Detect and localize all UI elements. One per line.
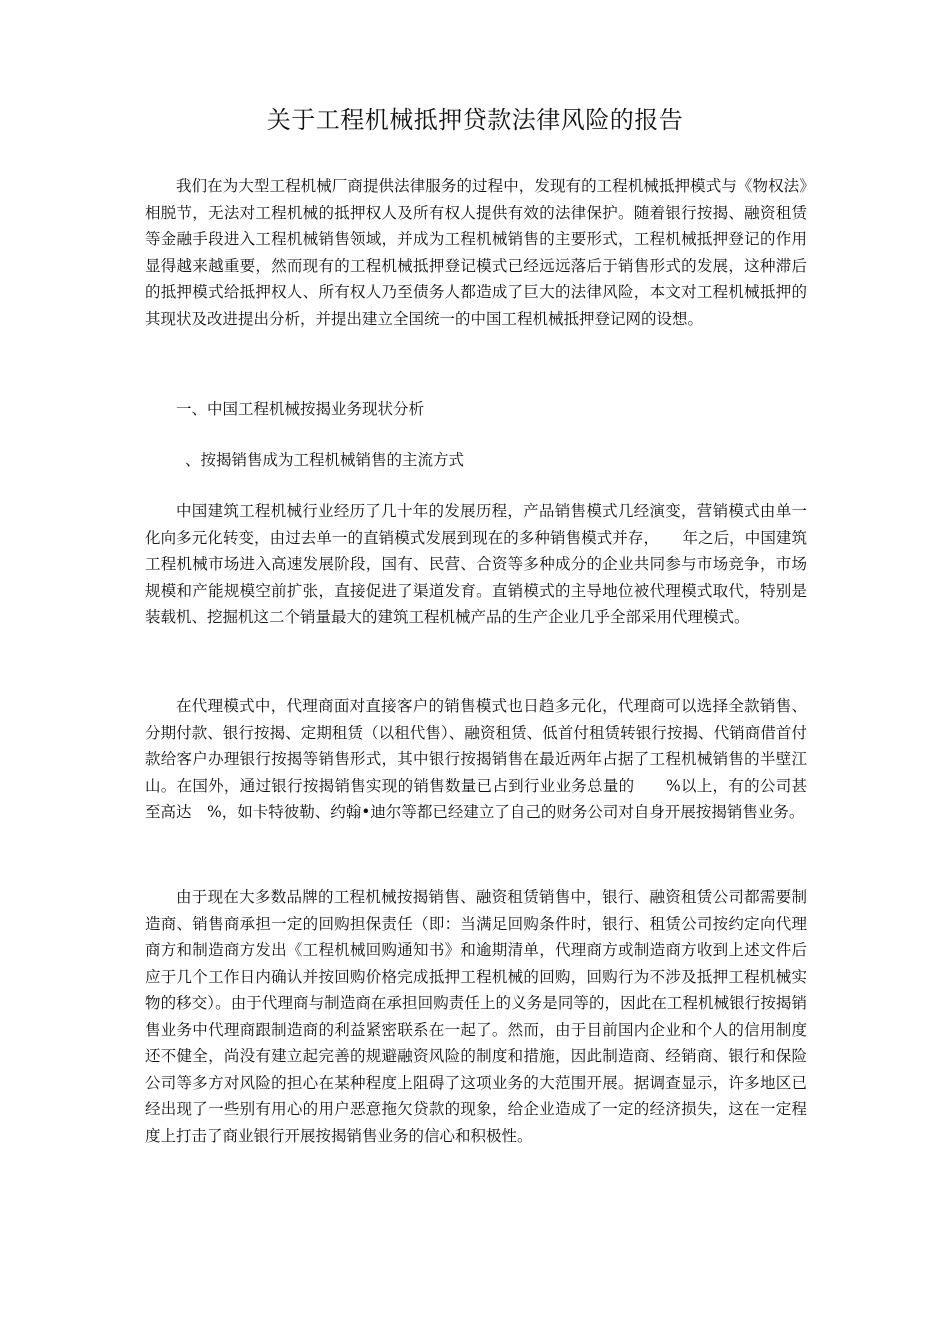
subsection-heading: 、按揭销售成为工程机械销售的主流方式 bbox=[185, 451, 465, 469]
body-paragraph: 中国建筑工程机械行业经历了几十年的发展历程，产品销售模式几经演变，营销模式由单一化向多元化转变，由过去单一的直销模式发展到现在的多种销售模式并存， 年之后，中国建筑工程机械市场进入高速发展阶段，国有、民营、合资等多种成分的企业共同参与市场竞争，市场规模和产能规模空前扩张，直接促进了渠道发育。直销模式的主导地位被代理模式取代，特别是装载机、挖掘机这二个销量最大的建筑工程机械产品的生产企业几乎全部采用代理模式。 bbox=[145, 502, 807, 626]
intro-paragraph: 我们在为大型工程机械厂商提供法律服务的过程中，发现有的工程机械抵押模式与《物权法》相脱节，无法对工程机械的抵押权人及所有权人提供有效的法律保护。随着银行按揭、融资租赁等金融手段进入工程机械销售领域，并成为工程机械销售的主要形式，工程机械抵押登记的作用显得越来越重要，然而现有的工程机械抵押登记模式已经远远落后于销售形式的发展，这种滞后的抵押模式给抵押权人、所有权人乃至债务人都造成了巨大的法律风险，本文对工程机械抵押的其现状及改进提出分析，并提出建立全国统一的中国工程机械抵押登记网的设想。 bbox=[145, 177, 807, 328]
document-title: 关于工程机械抵押贷款法律风险的报告 bbox=[266, 106, 684, 134]
body-paragraph: 由于现在大多数品牌的工程机械按揭销售、融资租赁销售中，银行、融资租赁公司都需要制造商、销售商承担一定的回购担保责任（即：当满足回购条件时，银行、租赁公司按约定向代理商方和制造商方发出《工程机械回购通知书》和逾期清单，代理商方或制造商方收到上述文件后应于几个工作日内确认并按回购价格完成抵押工程机械的回购，回购行为不涉及抵押工程机械实物的移交）。由于代理商与制造商在承担回购责任上的义务是同等的，因此在工程机械银行按揭销售业务中代理商跟制造商的利益紧密联系在一起了。然而，由于目前国内企业和个人的信用制度还不健全，尚没有建立起完善的规避融资风险的制度和措施，因此制造商、经销商、银行和保险公司等多方对风险的担心在某种程度上阻碍了这项业务的大范围开展。据调查显示，许多地区已经出现了一些别有用心的用户恶意拖欠贷款的现象，给企业造成了一定的经济损失，这在一定程度上打击了商业银行开展按揭销售业务的信心和积极性。 bbox=[145, 888, 807, 1145]
section-heading: 一、中国工程机械按揭业务现状分析 bbox=[176, 400, 425, 418]
body-paragraph: 在代理模式中，代理商面对直接客户的销售模式也日趋多元化，代理商可以选择全款销售、分期付款、银行按揭、定期租赁（以租代售）、融资租赁、低首付租赁转银行按揭、代销商借首付款给客户办理银行按揭等销售形式，其中银行按揭销售在最近两年占据了工程机械销售的半壁江山。在国外，通过银行按揭销售实现的销售数量已占到行业业务总量的 %以上，有的公司甚至高达 %，如卡特彼勒、约翰•迪尔等都已经建立了自己的财务公司对自身开展按揭销售业务。 bbox=[145, 697, 807, 821]
